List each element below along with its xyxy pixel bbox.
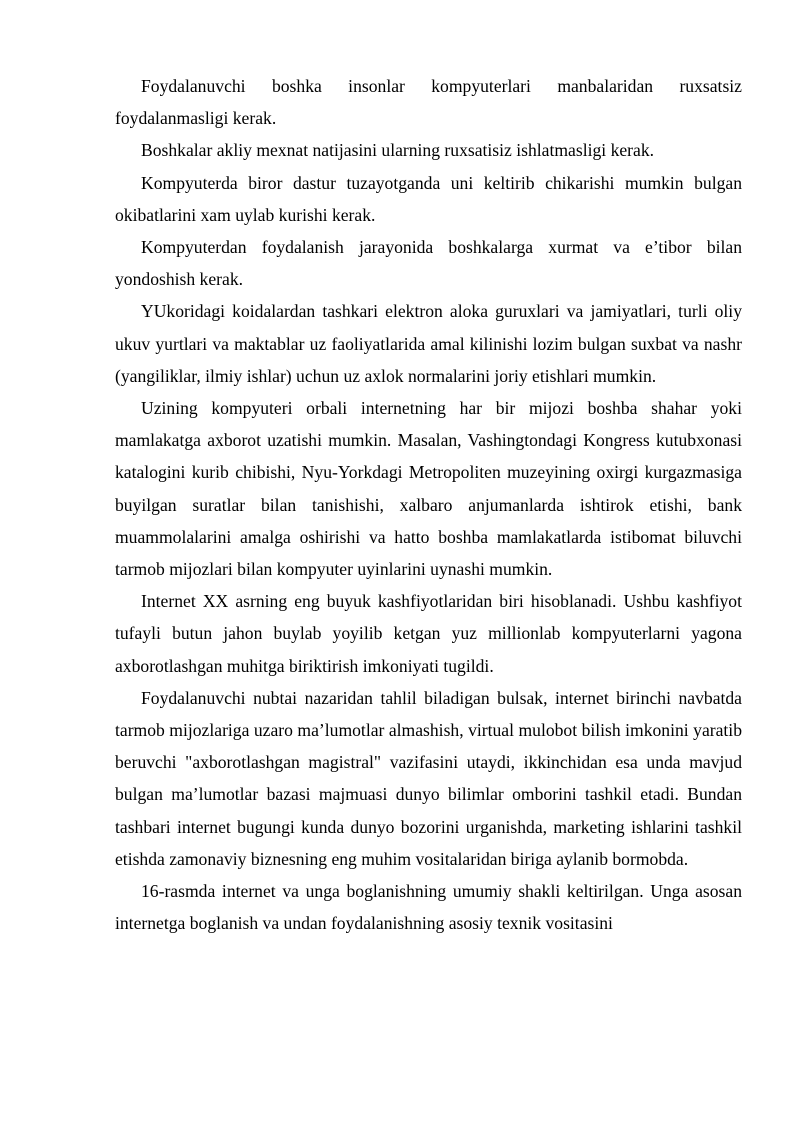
paragraph: Foydalanuvchi boshka insonlar kompyuterlari manbalaridan ruxsatsiz foydalanmasligi kerak. [115,76,742,129]
paragraph: 16-rasmda internet va unga boglanishning umumiy shakli keltirilgan. Unga asosan internetga boglanish va undan foydalanishning asosiy texnik vositasini [115,881,742,934]
paragraph: Internet XX asrning eng buyuk kashfiyotlaridan biri hisoblanadi. Ushbu kashfiyot tufayli butun jahon buylab yoyilib ketgan yuz millionlab kompyuterlarni yagona axborotlashgan muhitga biriktirish imkoniyati tugildi. [115,591,742,676]
paragraph: Kompyuterdan foydalanish jarayonida boshkalarga xurmat va e’tibor bilan yondoshish kerak. [115,237,742,290]
paragraph: Boshkalar akliy mexnat natijasini ularning ruxsatisiz ishlatmasligi kerak. [141,140,655,161]
paragraph: Kompyuterda biror dastur tuzayotganda uni keltirib chikarishi mumkin bulgan okibatlarini xam uylab kurishi kerak. [115,172,742,225]
paragraph: Foydalanuvchi nubtai nazaridan tahlil biladigan bulsak, internet birinchi navbatda tarmob mijozlariga uzaro ma’lumotlar almashish, virtual mulobot bilish imkonini yaratib beruvchi "axborotlashgan magistral" vazifasini utaydi, ikkinchidan esa unda mavjud bulgan ma’lumotlar bazasi majmuasi dunyo bilimlar omborini tashkil etadi. Bundan tashbari internet bugungi kunda dunyo bozorini urganishda, marketing ishlarini tashkil etishda zamonaviy biznesning eng muhim vositalaridan biriga aylanib bormobda. [115,687,742,869]
document-page [115,70,742,939]
paragraph: YUkoridagi koidalardan tashkari elektron aloka guruxlari va jamiyatlari, turli oliy ukuv yurtlari va maktablar uz faoliyatlarida amal kilinishi lozim bulgan suxbat va nashr (yangiliklar, ilmiy ishlar) uchun uz axlok normalarini joriy etishlari mumkin. [115,301,742,386]
paragraph: Uzining kompyuteri orbali internetning har bir mijozi boshba shahar yoki mamlakatga axborot uzatishi mumkin. Masalan, Vashingtondagi Kongress kutubxonasi katalogini kurib chibishi, Nyu-Yorkdagi Metropoliten muzeyining oxirgi kurgazmasiga buyilgan suratlar bilan tanishishi, xalbaro anjumanlarda ishtirok etishi, bank muammolalarini amalga oshirishi va hatto boshba mamlakatlarda istibomat biluvchi tarmob mijozlari bilan kompyuter uyinlarini uynashi mumkin. [115,398,742,580]
